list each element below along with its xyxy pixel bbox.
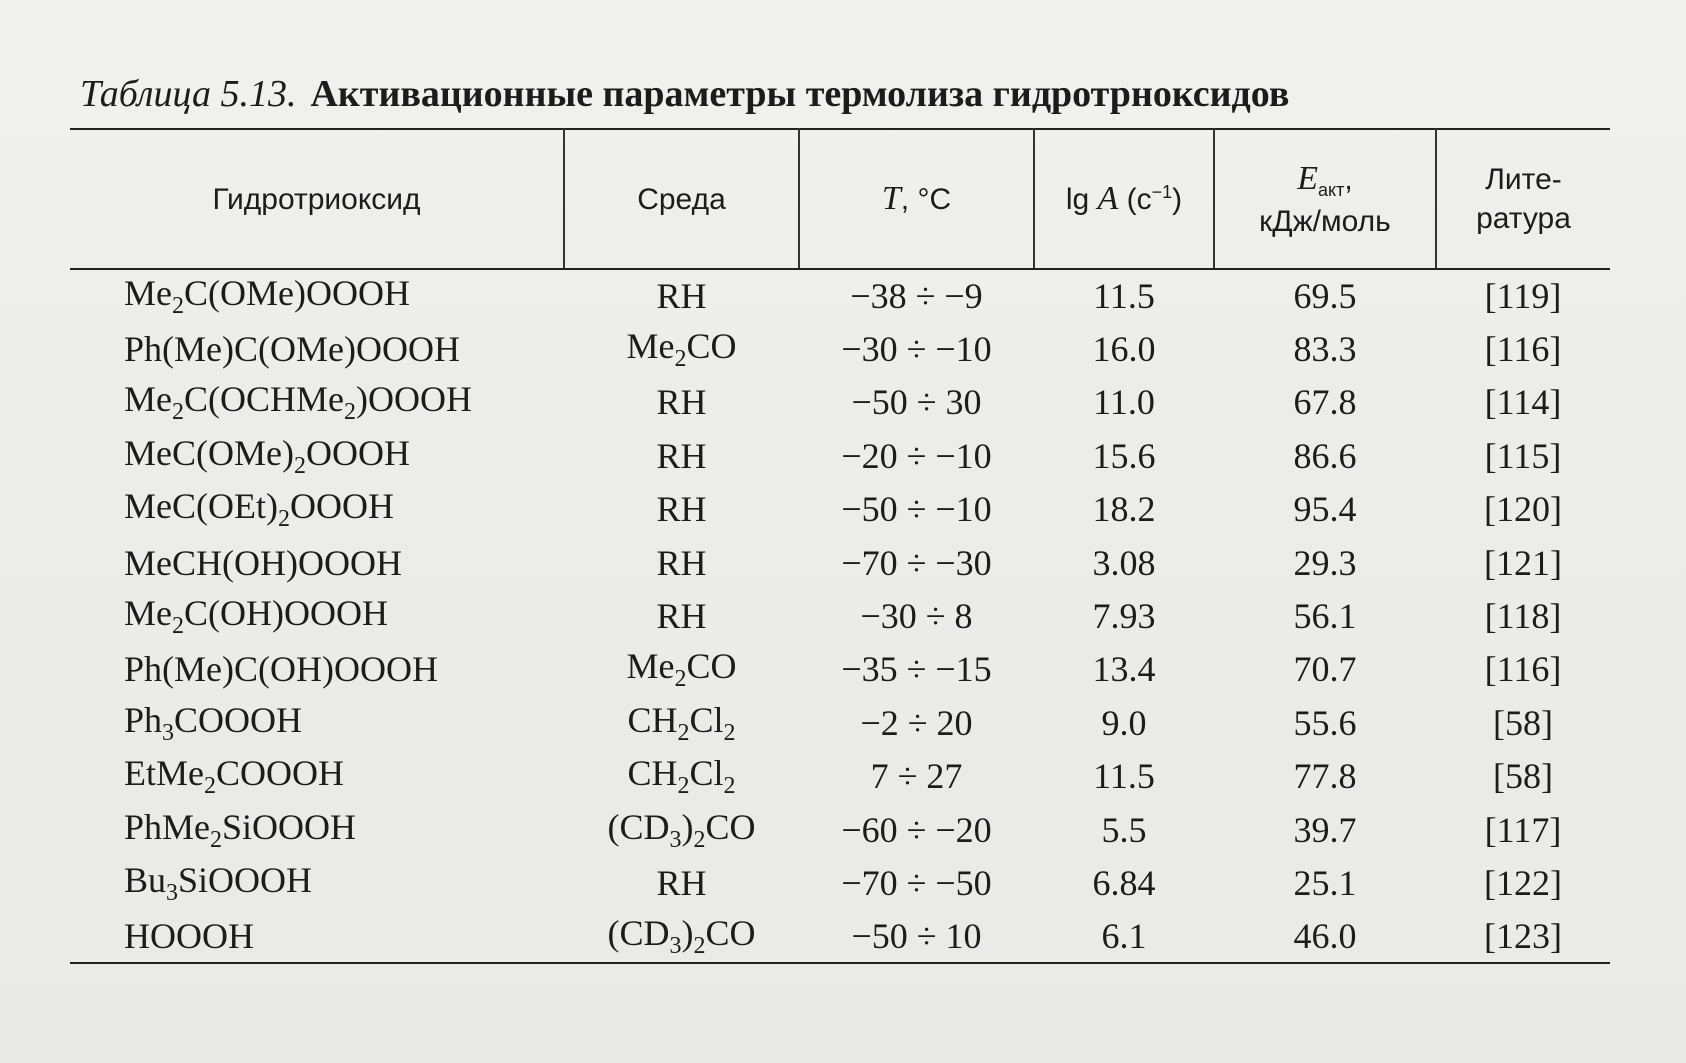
formula-text: RH [656,542,707,583]
cell-compound [70,750,564,803]
header-lgA-symbol: A [1097,179,1119,217]
caption-title: Активационные параметры термолиза гидротрноксидов [310,73,1290,115]
table-row [70,269,1610,322]
table-row [70,803,1610,856]
cell-temperature: −20 ÷ −10 [841,435,992,476]
formula-text: RH [656,596,707,637]
formula-text: Me [626,325,675,366]
formula-text: CO [686,325,737,366]
formula-subscript: 2 [723,719,736,746]
header-lgA-prefix: lg [1065,182,1098,216]
formula-subscript: 3 [166,880,179,907]
formula-text: CH [627,699,678,740]
header-medium [564,129,799,269]
cell-lgA: 6.84 [1092,862,1156,903]
formula-subscript: 2 [210,826,223,853]
formula-text: Me [124,592,172,633]
header-eact-sub: акт [1318,179,1345,200]
header-ref-line2: ратура [1476,202,1571,235]
header-row [70,129,1610,269]
formula-text: C(OMe)OOOH [184,273,410,314]
header-activation-energy [1214,129,1436,269]
header-eact-symbol: E [1297,159,1319,197]
cell-reference: [58] [1493,756,1553,797]
formula-text: RH [656,489,707,530]
cell-reference: [119] [1484,276,1562,317]
formula-subscript: 3 [669,932,682,959]
formula-text: RH [656,435,707,476]
table-row [70,856,1610,909]
caption-label: Таблица 5.13. [80,73,297,115]
cell-reference: [120] [1484,489,1562,530]
formula-text: HOOOH [124,915,254,956]
cell-temperature: −30 ÷ 8 [860,596,973,637]
formula-subscript: 2 [674,346,687,373]
formula-text: Ph(Me)C(OH)OOOH [124,649,438,690]
formula-text: CO [705,806,756,847]
cell-medium [564,322,799,375]
cell-reference: [116] [1484,329,1562,370]
formula-text: Me [124,273,172,314]
header-temp-symbol: T [881,179,901,217]
cell-compound [70,856,564,909]
header-ref-line1: Лите- [1485,163,1562,196]
cell-temperature: −50 ÷ 10 [799,910,1034,963]
cell-lgA: 15.6 [1092,435,1156,476]
cell-activation-energy: 67.8 [1293,382,1357,423]
formula-subscript: 2 [693,826,706,853]
formula-subscript: 2 [674,666,687,693]
cell-temperature: −2 ÷ 20 [860,702,973,743]
table-row [70,910,1610,963]
formula-subscript: 3 [669,826,682,853]
cell-reference: [121] [1484,542,1562,583]
table-row [70,750,1610,803]
header-lgA-unit-close: ) [1172,182,1183,216]
table-row [70,696,1610,749]
header-lgA-unit-open: (с [1118,182,1152,216]
formula-text: COOOH [174,699,303,740]
table-body [70,269,1610,963]
cell-reference: [117] [1484,809,1562,850]
cell-medium [564,856,799,909]
formula-subscript: 2 [693,932,706,959]
formula-subscript: 2 [677,719,690,746]
formula-text: RH [656,382,707,423]
formula-text: Me [124,379,172,420]
formula-subscript: 2 [203,773,216,800]
cell-lgA: 11.5 [1093,276,1155,317]
cell-reference: [114] [1484,382,1562,423]
cell-compound [70,696,564,749]
formula-text: OOOH [305,432,410,473]
cell-lgA: 18.2 [1092,489,1156,530]
cell-lgA: 16.0 [1092,329,1156,370]
header-eact-comma: , [1344,162,1353,196]
cell-activation-energy: 29.3 [1293,542,1357,583]
cell-compound [70,269,564,322]
formula-text: CO [686,646,737,687]
activation-parameters-table [70,128,1610,964]
header-compound-label: Гидротриоксид [212,182,421,216]
table-row [70,322,1610,375]
formula-text: ) [681,806,694,847]
cell-temperature: −60 ÷ −20 [841,809,992,850]
cell-lgA: 3.08 [1092,542,1156,583]
cell-lgA: 7.93 [1092,596,1156,637]
formula-text: Cl [689,753,724,794]
cell-activation-energy: 95.4 [1293,489,1357,530]
cell-activation-energy: 77.8 [1293,756,1357,797]
header-temperature [799,129,1034,269]
formula-text: SiOOOH [222,806,357,847]
cell-activation-energy: 86.6 [1293,435,1357,476]
header-lgA-unit-exp: −1 [1151,181,1173,202]
formula-text: Bu [124,859,167,900]
cell-lgA: 11.5 [1093,756,1155,797]
formula-text: MeC(OMe) [124,432,294,473]
formula-text: C(OCHMe [184,379,344,420]
cell-temperature: −70 ÷ −30 [841,542,992,583]
formula-text: SiOOOH [178,859,313,900]
formula-text: OOOH [289,486,394,527]
table-row [70,483,1610,536]
cell-activation-energy: 25.1 [1293,862,1357,903]
formula-text: CO [705,912,756,953]
data-table-container [70,128,1610,964]
formula-text: COOOH [215,753,344,794]
formula-text: Ph(Me)C(OMe)OOOH [124,329,460,370]
cell-compound [70,803,564,856]
cell-activation-energy: 55.6 [1293,702,1357,743]
cell-temperature: −38 ÷ −9 [850,276,983,317]
formula-subscript: 2 [344,399,356,426]
header-compound [70,129,564,269]
formula-text: )OOOH [356,379,472,420]
cell-activation-energy: 39.7 [1293,809,1357,850]
cell-reference: [118] [1484,596,1562,637]
cell-temperature: −35 ÷ −15 [841,649,992,690]
table-row [70,429,1610,482]
header-temp-unit: , °C [900,182,952,216]
cell-activation-energy: 83.3 [1293,329,1357,370]
cell-lgA: 6.1 [1034,910,1214,963]
formula-subscript: 3 [162,719,175,746]
cell-temperature: 7 ÷ 27 [870,756,963,797]
formula-subscript: 2 [293,452,306,479]
cell-temperature: −50 ÷ −10 [841,489,992,530]
header-lgA [1034,129,1214,269]
formula-text: ) [681,912,694,953]
cell-medium [564,643,799,696]
formula-text: Ph [124,699,163,740]
header-eact-unit: кДж/моль [1259,205,1391,239]
formula-text: C(OH)OOOH [184,592,388,633]
cell-lgA: 9.0 [1101,702,1147,743]
cell-medium [564,750,799,803]
cell-temperature: −30 ÷ −10 [841,329,992,370]
formula-subscript: 2 [277,506,290,533]
table-row [70,589,1610,642]
formula-subscript: 2 [723,773,736,800]
table-header [70,129,1610,269]
formula-text: MeCH(OH)OOOH [124,542,402,583]
cell-compound [70,643,564,696]
cell-medium [564,429,799,482]
cell-medium [564,803,799,856]
cell-medium [564,376,799,429]
formula-text: CH [627,753,678,794]
cell-lgA: 13.4 [1092,649,1156,690]
formula-text: Cl [689,699,724,740]
cell-medium [564,589,799,642]
cell-compound [70,483,564,536]
formula-subscript: 2 [172,293,184,320]
cell-lgA: 5.5 [1101,809,1147,850]
cell-reference: [116] [1484,649,1562,690]
table-row [70,536,1610,589]
formula-text: RH [656,862,707,903]
formula-text: Me [626,646,675,687]
formula-subscript: 2 [172,613,184,640]
cell-activation-energy: 46.0 [1214,910,1436,963]
table-caption [80,72,1289,116]
cell-activation-energy: 70.7 [1293,649,1357,690]
formula-text: (CD [607,912,670,953]
cell-temperature: −70 ÷ −50 [841,862,992,903]
table-row [70,643,1610,696]
formula-text: (CD [607,806,670,847]
cell-medium [564,696,799,749]
cell-compound [70,376,564,429]
cell-temperature: −50 ÷ 30 [851,382,982,423]
cell-compound [70,429,564,482]
formula-text: MeC(OEt) [124,486,278,527]
cell-compound [70,910,564,963]
cell-activation-energy: 56.1 [1293,596,1357,637]
cell-reference: [58] [1493,702,1553,743]
cell-medium [564,483,799,536]
header-reference [1436,129,1610,269]
cell-reference: [123] [1436,910,1610,963]
cell-compound [70,589,564,642]
formula-subscript: 2 [172,399,184,426]
cell-lgA: 11.0 [1093,382,1155,423]
formula-text: PhMe [124,806,211,847]
formula-subscript: 2 [677,773,690,800]
cell-compound [70,322,564,375]
cell-activation-energy: 69.5 [1293,276,1357,317]
table-row [70,376,1610,429]
cell-medium [564,536,799,589]
cell-reference: [122] [1484,862,1562,903]
cell-compound [70,536,564,589]
cell-reference: [115] [1484,435,1562,476]
cell-medium [564,910,799,963]
header-medium-label: Среда [637,182,726,216]
formula-text: RH [656,276,707,317]
cell-medium [564,269,799,322]
formula-text: EtMe [124,753,204,794]
